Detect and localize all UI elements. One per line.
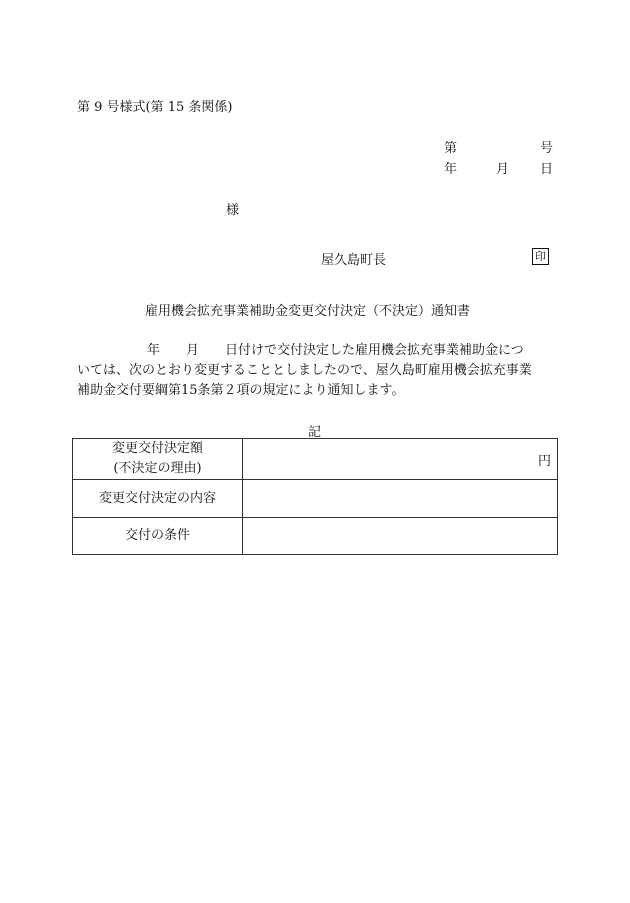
table-row	[73, 439, 558, 480]
addressee-honorific: 様	[226, 203, 240, 218]
content-value-cell	[243, 480, 558, 518]
amount-label: 変更交付決定額	[111, 441, 203, 456]
document-title: 雇用機会拡充事業補助金変更交付決定（不決定）通知書	[145, 304, 471, 319]
decision-table	[72, 438, 558, 555]
date-day-label: 日	[540, 162, 554, 177]
amount-value-cell	[243, 439, 558, 480]
reason-label: (不決定の理由)	[113, 461, 202, 476]
body-line-1	[77, 341, 557, 361]
date-month-label: 月	[496, 162, 510, 177]
conditions-value-cell	[243, 518, 558, 555]
body-line-1-text: 日付けで交付決定した雇用機会拡充事業補助金につ	[225, 343, 524, 358]
body-year: 年	[147, 343, 161, 358]
ki-heading: 記	[308, 425, 322, 440]
conditions-label: 交付の条件	[73, 518, 243, 555]
body-line-3: 補助金交付要綱第15条第２項の規定により通知します。	[77, 383, 405, 398]
amount-label-cell	[73, 439, 243, 480]
seal-stamp: 印	[532, 248, 549, 265]
document-number-label: 第	[444, 141, 458, 156]
table-row	[73, 480, 558, 518]
date-year-label: 年	[444, 162, 458, 177]
issuer-name: 屋久島町長	[321, 253, 387, 268]
content-label: 変更交付決定の内容	[73, 480, 243, 518]
form-number: 第 9 号様式(第 15 条関係)	[77, 100, 233, 115]
body-month: 月	[186, 343, 200, 358]
document-number-suffix: 号	[540, 141, 554, 156]
table-row	[73, 518, 558, 555]
body-line-2: いては、次のとおり変更することとしましたので、屋久島町雇用機会拡充事業	[77, 363, 532, 378]
yen-unit: 円	[537, 453, 551, 469]
